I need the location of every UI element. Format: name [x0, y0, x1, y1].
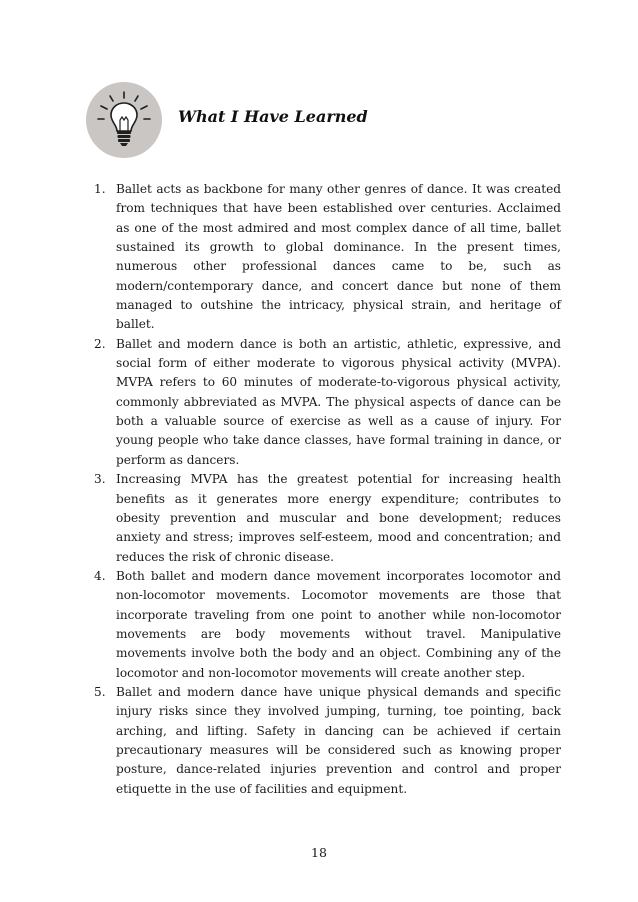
item-text: Both ballet and modern dance movement incorporates locomotor and non-locomotor movements. Locomotor movements are those that incorporate traveling from one point to another while non-locomotor movements are body movements without travel. Manipulative movements involve both the body and an object. Combining any of the locomotor and non-locomotor movements will create another step.	[116, 568, 561, 680]
item-text: Increasing MVPA has the greatest potential for increasing health benefits as it generates more energy expenditure; contributes to obesity prevention and muscular and bone development; reduces anxiety and stress; improves self-esteem, mood and concentration; and reduces the risk of chronic disease.	[116, 472, 561, 564]
item-number: 2.	[94, 336, 106, 351]
list-item	[93, 180, 561, 335]
item-number: 4.	[94, 568, 106, 583]
item-number: 5.	[94, 684, 106, 699]
lightbulb-badge	[86, 82, 162, 158]
page-number: 18	[311, 845, 327, 860]
section-header	[86, 82, 466, 158]
section-title: What I Have Learned	[178, 107, 368, 126]
item-text: Ballet acts as backbone for many other genres of dance. It was created from techniques that have been established over centuries. Acclaimed as one of the most admired and most complex dance of all time, ballet sustained its growth to global dominance. In the present times, numerous other professional dances came to be, such as modern/contemporary dance, and concert dance but none of them managed to outshine the intricacy, physical strain, and heritage of ballet.	[116, 182, 561, 332]
item-text: Ballet and modern dance is both an artistic, athletic, expressive, and social form of either moderate to vigorous physical activity (MVPA). MVPA refers to 60 minutes of moderate-to-vigorous physical activity, commonly abbreviated as MVPA. The physical aspects of dance can be both a valuable source of exercise as well as a cause of injury. For young people who take dance classes, have formal training in dance, or perform as dancers.	[116, 336, 561, 467]
learning-points-list	[93, 180, 561, 799]
item-number: 1.	[94, 182, 106, 196]
item-text: Ballet and modern dance have unique physical demands and specific injury risks since they involved jumping, turning, toe pointing, back arching, and lifting. Safety in dancing can be achieved if certain precautionary measures will be considered such as knowing proper posture, dance-related injuries prevention and control and proper etiquette in the use of facilities and equipment.	[116, 684, 561, 796]
list-item	[93, 683, 561, 799]
list-item	[93, 567, 561, 683]
list-item	[93, 335, 561, 470]
item-number: 3.	[94, 472, 106, 487]
lightbulb-icon	[86, 82, 162, 158]
list-item	[93, 470, 561, 567]
